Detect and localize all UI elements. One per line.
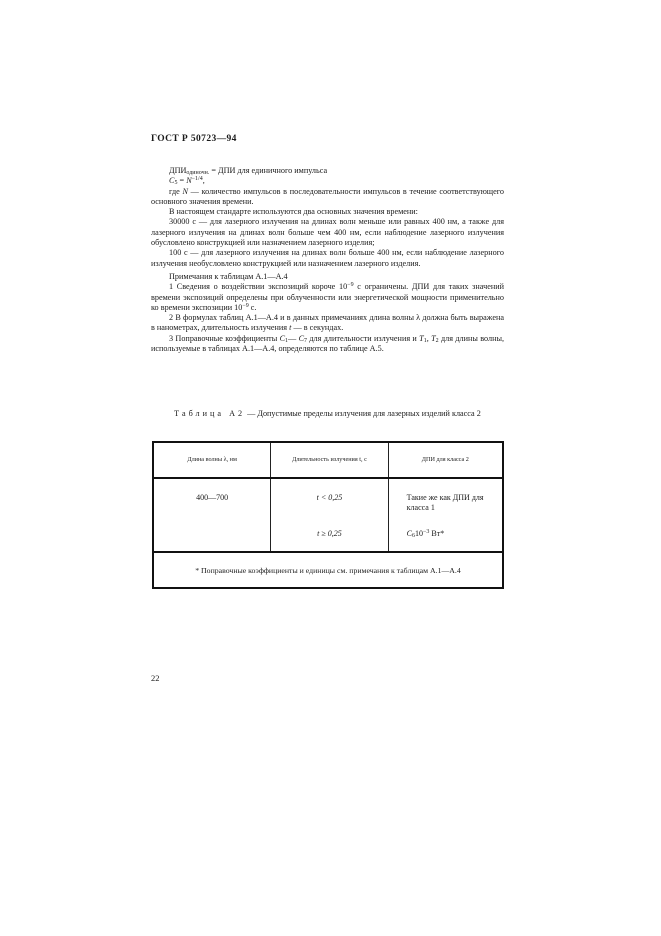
table-caption (151, 409, 504, 419)
duration-row2 (271, 529, 387, 538)
formula-subscript: 2 (435, 337, 439, 344)
c5-formula (151, 176, 504, 186)
duration-value: t ≥ 0,25 (317, 529, 342, 538)
duration-row1 (271, 493, 387, 502)
formula-text: = (177, 176, 187, 186)
formula-symbol: C (169, 176, 175, 186)
document-header (151, 134, 237, 144)
formula-exponent: −3 (423, 529, 430, 535)
table-footnote: * Поправочные коэффициенты и единицы см. примечания к таблицам А.1—А.4 (153, 552, 503, 588)
formula-text: = ДПИ для единичного импульса (209, 166, 328, 175)
limit-row2 (407, 529, 502, 538)
table-caption-text: — Допустимые пределы излучения для лазерных изделий класса 2 (245, 409, 481, 418)
note-text: 1 Сведения о воздействии экспозиций короче 10 (169, 282, 348, 292)
note-text: с. (248, 302, 257, 312)
table-caption-label: Таблица А2 (174, 409, 246, 418)
formula-symbol: T (419, 333, 424, 343)
duration-cell (271, 478, 388, 552)
formula-subscript: 1 (423, 337, 427, 344)
header-limit: ДПИ для класса 2 (388, 442, 503, 478)
formula-subscript: 7 (304, 337, 308, 344)
note-text: 3 Поправочные коэффициенты (169, 333, 280, 343)
times-paragraph: В настоящем стандарте используются два основных значения времени: (169, 207, 418, 217)
note-text: , (426, 333, 432, 343)
time-100-paragraph: 100 с — для лазерного излучения на длинах волн больше 400 нм, если наблюдение лазерного излучения необусловлено конструкцией или назначением лазерного изделия. (151, 248, 504, 268)
note-text: для длины волны, используемые в таблицах А.1—А.4, определяются по таблице А.5. (151, 333, 505, 354)
note-3 (151, 334, 504, 355)
formula-symbol: C (406, 529, 413, 538)
table-header-row (153, 442, 503, 478)
body-text (151, 166, 504, 354)
wavelength-cell (153, 478, 271, 552)
notes-title: Примечания к таблицам А.1—А.4 (169, 271, 288, 281)
limit-row1: Такие же как ДПИ для класса 1 (406, 493, 484, 512)
note-text: — (288, 333, 299, 343)
duration-value: t < 0,25 (316, 493, 343, 502)
formula-subscript: 6 (412, 533, 416, 539)
limit-cell (388, 478, 503, 552)
note-exponent: −9 (242, 302, 249, 309)
note-text: с ограничены. ДПИ для таких значений времени экспозиций определены при облученности или энергетической мощности применительно ко времени экспозиции 10 (151, 282, 504, 312)
where-paragraph (151, 187, 504, 208)
wavelength-value: 400—700 (196, 493, 229, 502)
formula-symbol: T (431, 333, 436, 343)
formula-exponent: −1/4 (191, 176, 203, 183)
page-number: 22 (151, 673, 160, 683)
formula-text: , (202, 176, 205, 186)
formula-subscript: одиночн. (186, 170, 210, 176)
header-wavelength: Длина волны λ, нм (153, 442, 271, 478)
table-data-row (153, 478, 503, 552)
formula-symbol: t (289, 323, 292, 333)
note-text: — в секундах. (291, 323, 344, 333)
formula-symbol: C (279, 333, 286, 343)
formula-subscript: 1 (285, 337, 289, 344)
formula-text: ДПИ (169, 166, 187, 175)
formula-text: 10 (415, 529, 424, 538)
limits-table (152, 441, 504, 589)
formula-subscript: 5 (174, 180, 178, 187)
dpi-single-formula (151, 166, 504, 176)
standard-title: ГОСТ Р 50723—94 (151, 134, 237, 144)
note-text: для длительности излучения и (307, 333, 420, 343)
time-30000-paragraph: 30000 с — для лазерного излучения на длинах волн меньше или равных 400 нм, а также для лазерного излучения на длинах волн больше чем 400 нм, если наблюдение лазерного излучения обусловлено конструкцией или назначением лазерного изделия; (151, 217, 504, 248)
paragraph-text: где (169, 186, 183, 196)
header-duration: Длительность излучения t, с (271, 442, 388, 478)
formula-symbol: N (186, 176, 192, 186)
formula-symbol: C (298, 333, 305, 343)
formula-text: Вт* (429, 529, 445, 538)
note-2 (151, 313, 504, 334)
paragraph-text: — количество импульсов в последовательности импульсов в течение соответствующего основного значения времени. (151, 186, 504, 206)
note-exponent: −9 (347, 282, 354, 289)
formula-symbol: N (182, 186, 188, 196)
table-footnote-row (153, 552, 503, 588)
note-text: 2 В формулах таблиц А.1—А.4 и в данных примечаниях длина волны λ должна быть выражена в нанометрах, длительность излучения (151, 313, 504, 333)
note-1 (151, 282, 504, 313)
